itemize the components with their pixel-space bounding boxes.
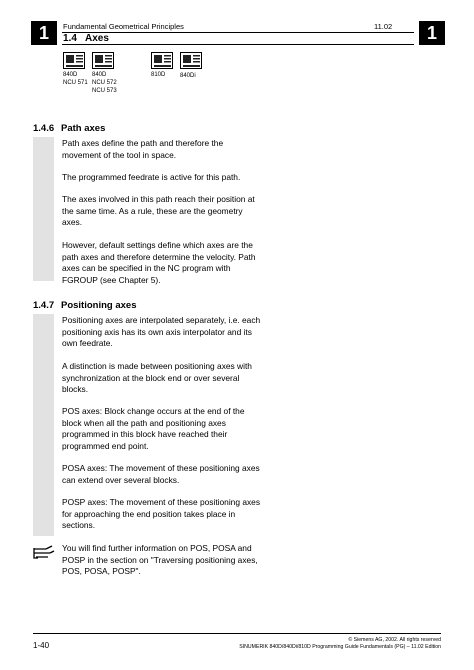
subsection-heading-positioning-axes: 1.4.7 Positioning axes — [33, 300, 137, 311]
paragraph: Path axes define the path and therefore the movement of the tool in space. — [62, 138, 224, 160]
document-title: SINUMERIK 840D/840Di/810D Programming Guide Fundamentals (PG) – 11.02 Edition — [239, 644, 441, 650]
control-panel-icon — [92, 52, 114, 69]
chapter-number-badge-right: 1 — [419, 21, 445, 45]
controller-label: 840D NCU 571 — [63, 72, 88, 86]
paragraph: POSA axes: The movement of these positioning axes can extend over several blocks. — [62, 463, 260, 485]
chapter-number-badge-left: 1 — [31, 21, 57, 45]
footer-divider — [33, 633, 441, 634]
section-heading — [63, 33, 109, 44]
controller-label: 810D — [151, 72, 166, 78]
paragraph: POS axes: Block change occurs at the end of the block when all the path and positioning axes programmed in this block have reached their programmed end point. — [62, 406, 245, 451]
controller-label: 840Di — [180, 73, 196, 79]
subsection-heading-path-axes: 1.4.6 Path axes — [33, 123, 106, 134]
section-number: 1.4 — [63, 33, 77, 44]
header-divider-thin — [62, 32, 414, 33]
paragraph: The axes involved in this path reach their position at the same time. As a rule, these are the geometry axes. — [62, 194, 255, 227]
paragraph: However, default settings define which axes are the path axes and therefore determine the velocity. Path axes can be specified in the NC program with FGROUP (see Chapter 5). — [62, 240, 256, 285]
note-text: You will find further information on POS, POSA and POSP in the section on "Traversing positioning axes, POS, POSA, POSP". — [62, 543, 258, 576]
controller-840d-ncu572-573 — [92, 52, 117, 95]
control-panel-icon — [151, 52, 173, 69]
control-panel-icon — [63, 52, 85, 69]
section-title: Axes — [85, 33, 109, 44]
chapter-title: Fundamental Geometrical Principles — [63, 22, 184, 31]
controller-840di — [180, 52, 202, 80]
margin-bar — [33, 314, 54, 536]
copyright-notice: © Siemens AG, 2002. All rights reserved — [348, 637, 441, 643]
paragraph: The programmed feedrate is active for this path. — [62, 172, 241, 182]
note-hand-icon — [33, 545, 55, 561]
paragraph: A distinction is made between positioning axes with synchronization at the block end or over several blocks. — [62, 361, 252, 394]
header-divider-thick — [62, 44, 414, 45]
controller-label: 840D NCU 572 NCU 573 — [92, 72, 117, 94]
controller-840d-ncu571 — [63, 52, 88, 87]
edition-date: 11.02 — [374, 22, 393, 31]
margin-bar — [33, 137, 54, 281]
controller-810d — [151, 52, 173, 79]
control-panel-icon — [180, 52, 202, 69]
page-number: 1-40 — [33, 641, 50, 650]
paragraph: POSP axes: The movement of these positioning axes for approaching the end position takes place in sections. — [62, 497, 261, 530]
paragraph: Positioning axes are interpolated separately, i.e. each positioning axis has its own axis interpolator and its own feedrate. — [62, 315, 261, 348]
